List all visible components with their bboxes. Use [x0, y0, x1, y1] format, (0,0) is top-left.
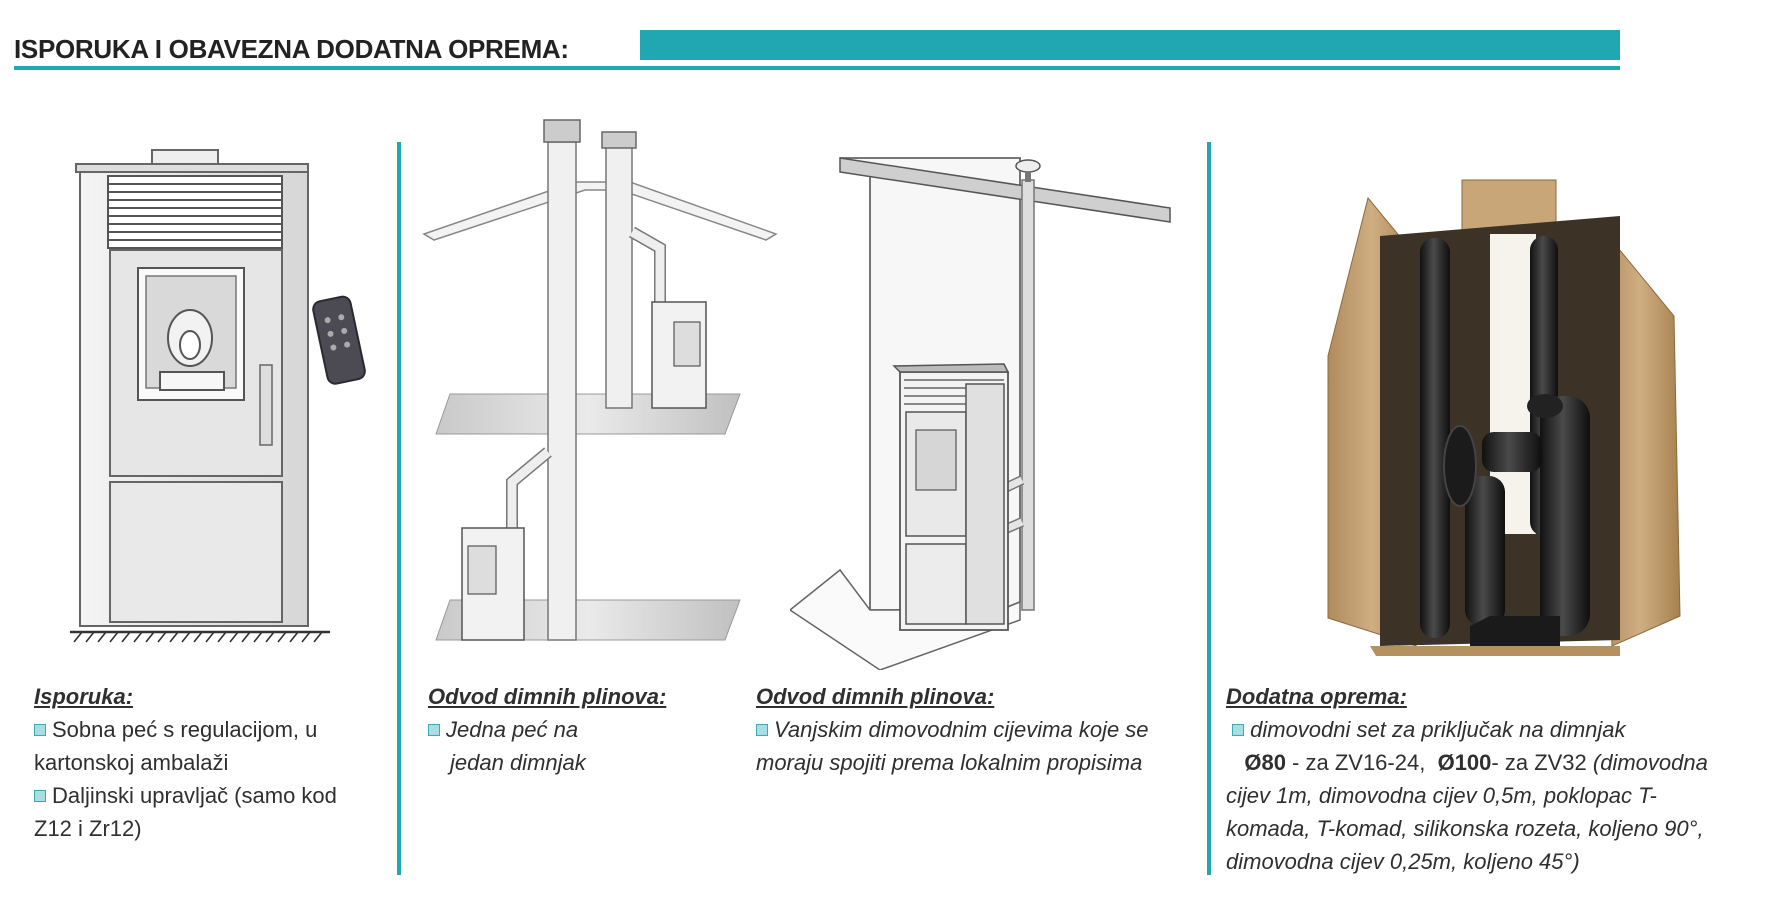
diameter-100: Ø100 — [1437, 750, 1492, 775]
flue-single-line1: Jedna peć na — [446, 717, 579, 742]
delivery-item-remote — [34, 779, 384, 812]
flue-single-line2: jedan dimnjak — [450, 750, 586, 775]
flue-external-line2: moraju spojiti prema lokalnim propisima — [756, 750, 1143, 775]
flue-single-heading: Odvod dimnih plinova: — [428, 684, 667, 709]
delivery-line2: kartonskoj ambalaži — [34, 750, 229, 775]
chimney-illustration — [420, 112, 780, 652]
accessories-caption — [1226, 680, 1766, 878]
page-title: ISPORUKA I OBAVEZNA DODATNA OPREMA: — [14, 34, 569, 64]
accessories-heading: Dodatna oprema: — [1226, 684, 1407, 709]
bullet-icon — [1232, 724, 1244, 736]
delivery-line4: Z12 i Zr12) — [34, 816, 142, 841]
external-flue-illustration — [790, 140, 1190, 670]
flue-external-item — [756, 713, 1206, 746]
diameter-80-text: - za ZV16-24, — [1285, 750, 1432, 775]
accessories-line2 — [1226, 746, 1766, 779]
flue-kit-box-photo — [1320, 176, 1700, 656]
accessories-line3: cijev 1m, dimovodna cijev 0,5m, poklopac T- — [1226, 783, 1657, 808]
delivery-line1: Sobna peć s regulacijom, u — [52, 717, 318, 742]
flue-external-caption — [756, 680, 1206, 779]
delivery-caption — [34, 680, 384, 845]
remote-control — [305, 290, 375, 390]
bullet-icon — [34, 790, 46, 802]
stove-illustration — [60, 140, 400, 650]
accessories-line1: dimovodni set za priključak na dimnjak — [1250, 717, 1626, 742]
accessories-item — [1226, 713, 1766, 746]
delivery-item-stove — [34, 713, 384, 746]
delivery-line3: Daljinski upravljač (samo kod — [52, 783, 337, 808]
bullet-icon — [428, 724, 440, 736]
diameter-100-text: - za ZV32 — [1491, 750, 1593, 775]
flue-external-heading: Odvod dimnih plinova: — [756, 684, 995, 709]
accessories-line2-rest: (dimovodna — [1592, 750, 1708, 775]
divider-right — [1207, 142, 1211, 875]
accessories-line5: dimovodna cijev 0,25m, koljeno 45°) — [1226, 849, 1580, 874]
flue-external-line1: Vanjskim dimovodnim cijevima koje se — [774, 717, 1149, 742]
accessories-line4: komada, T-komad, silikonska rozeta, koljeno 90°, — [1226, 816, 1704, 841]
header-accent-bar — [640, 30, 1620, 60]
bullet-icon — [756, 724, 768, 736]
delivery-heading: Isporuka: — [34, 684, 134, 709]
bullet-icon — [34, 724, 46, 736]
diameter-80: Ø80 — [1244, 750, 1286, 775]
header-rule — [14, 66, 1620, 70]
flue-single-caption — [428, 680, 748, 779]
flue-single-item — [428, 713, 748, 746]
